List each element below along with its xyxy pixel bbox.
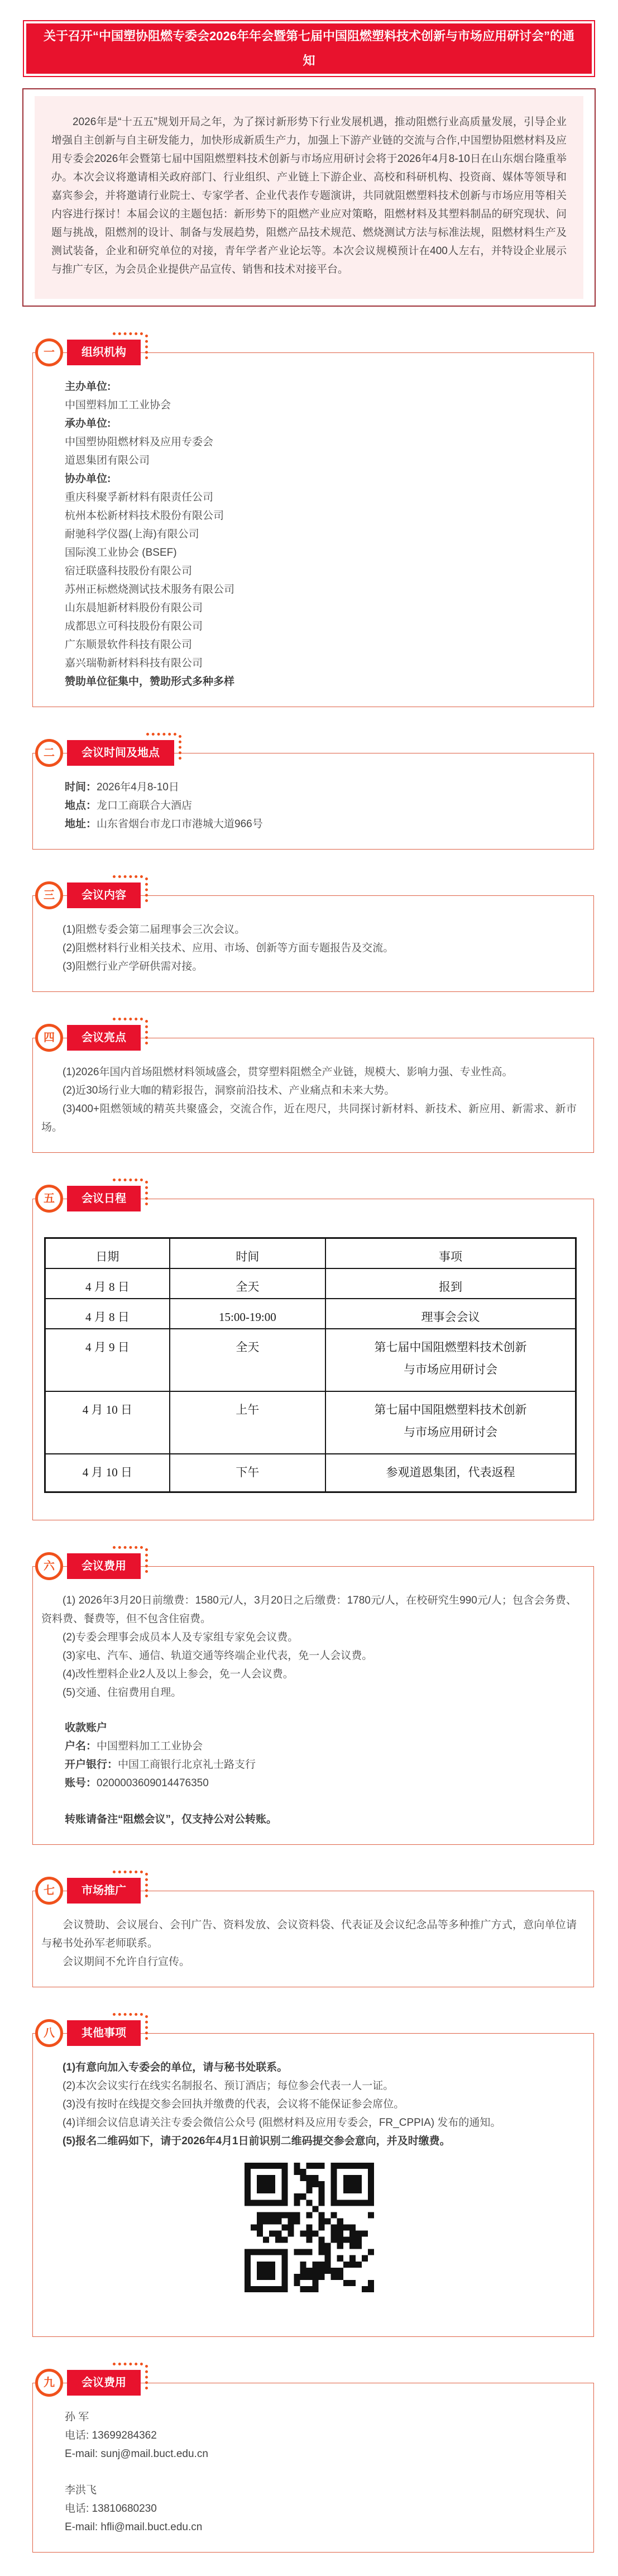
section-badge xyxy=(35,1877,141,1905)
table-row xyxy=(45,1454,576,1492)
section-time-place xyxy=(32,747,594,850)
section-number-icon: 六 xyxy=(35,1552,63,1580)
section-body xyxy=(32,895,594,992)
section-number-icon: 二 xyxy=(35,739,63,767)
section-label: 会议费用 xyxy=(67,1553,141,1579)
section-label: 其他事项 xyxy=(67,2020,141,2046)
cell-event: 理事会会议 xyxy=(325,1299,576,1329)
account-number-label: 账号： xyxy=(65,1777,97,1789)
fee-item: (2)专委会理事会成员本人及专家组专家免会议费。 xyxy=(63,1631,299,1643)
place-label: 地点： xyxy=(65,800,97,812)
notice-title-banner xyxy=(23,20,595,77)
cell-time: 下午 xyxy=(170,1454,325,1492)
fee-item: (5)交通、住宿费用自理。 xyxy=(63,1686,182,1699)
section-marketing xyxy=(32,1884,594,1987)
cell-time: 全天 xyxy=(170,1329,325,1391)
transfer-note: 转账请备注“阻燃会议”，仅支持公对公转账。 xyxy=(65,1813,277,1825)
account-bank xyxy=(41,1756,577,1774)
contact-card xyxy=(41,2408,577,2463)
section-number-icon: 七 xyxy=(35,1877,63,1905)
section-label: 市场推广 xyxy=(67,1878,141,1904)
account-name-label: 户名： xyxy=(65,1740,97,1752)
cell-event: 第七届中国阻燃塑料技术创新与市场应用研讨会 xyxy=(325,1391,576,1454)
contact-name: 孙 军 xyxy=(65,2411,89,2423)
contact-phone: 电话: 13810680230 xyxy=(65,2502,157,2515)
schedule-table xyxy=(44,1237,577,1493)
place-value: 龙口工商联合大酒店 xyxy=(97,800,193,812)
section-number-icon: 八 xyxy=(35,2019,63,2047)
meeting-time xyxy=(41,778,577,796)
address-label: 地址： xyxy=(65,818,97,830)
content-item: (2)阻燃材料行业相关技术、应用、市场、创新等方面专题报告及交流。 xyxy=(63,942,394,954)
section-badge xyxy=(35,2019,141,2047)
section-body xyxy=(32,2033,594,2337)
qr-code xyxy=(245,2163,374,2292)
section-body xyxy=(32,1891,594,1987)
cell-date: 4 月 8 日 xyxy=(45,1299,170,1329)
section-label: 会议亮点 xyxy=(67,1025,141,1051)
cell-event: 参观道恩集团，代表返程 xyxy=(325,1454,576,1492)
cohost-item: 耐驰科学仪器(上海)有限公司 xyxy=(65,528,199,540)
highlight-item: (1)2026年国内首场阻燃材料领域盛会，贯穿塑料阻燃全产业链，规模大、影响力强、专业性高。 xyxy=(63,1066,513,1078)
cell-date: 4 月 8 日 xyxy=(45,1268,170,1299)
cohost-head: 协办单位: xyxy=(65,473,111,485)
section-fees xyxy=(32,1559,594,1845)
cell-date: 4 月 9 日 xyxy=(45,1329,170,1391)
marketing-paragraph: 会议赞助、会议展台、会刊广告、资料发放、会议资料袋、代表证及会议纪念品等多种推广方式，意向单位请与秘书处孙军老师联系。 xyxy=(41,1919,577,1949)
sponsor-note: 赞助单位征集中，赞助形式多种多样 xyxy=(65,676,235,688)
other-item: (2)本次会议实行在线实名制报名、预订酒店；每位参会代表一人一证。 xyxy=(63,2079,394,2092)
account-number xyxy=(41,1774,577,1792)
account-number-value: 0200003609014476350 xyxy=(97,1777,209,1789)
other-item: (4)详细会议信息请关注专委会微信公众号 (阻燃材料及应用专委会，FR_CPPIA) 发布的通知。 xyxy=(63,2116,501,2129)
section-body xyxy=(32,1038,594,1153)
cell-time: 全天 xyxy=(170,1268,325,1299)
cohost-item: 重庆科聚孚新材料有限责任公司 xyxy=(65,492,214,503)
other-item: (5)报名二维码如下，请于2026年4月1日前识别二维码提交参会意向，并及时缴费。 xyxy=(63,2135,451,2147)
contact-name: 李洪飞 xyxy=(65,2484,97,2496)
cell-date: 4 月 10 日 xyxy=(45,1454,170,1492)
section-number-icon: 九 xyxy=(35,2369,63,2397)
cell-time: 上午 xyxy=(170,1391,325,1454)
section-badge xyxy=(35,881,141,909)
account-name-value: 中国塑料加工工业协会 xyxy=(97,1740,203,1752)
account-bank-label: 开户银行： xyxy=(65,1758,118,1771)
section-highlights xyxy=(32,1032,594,1153)
col-date: 日期 xyxy=(45,1238,170,1269)
table-row xyxy=(45,1329,576,1391)
time-value: 2026年4月8-10日 xyxy=(97,781,179,793)
other-item: (3)没有按时在线提交参会回执并缴费的代表，会议将不能保证参会席位。 xyxy=(63,2098,405,2110)
intro-paragraph: 2026年是“十五五”规划开局之年，为了探讨新形势下行业发展机遇，推动阻燃行业高质量发展，引导企业增强自主创新与自主研发能力，加快形成新质生产力，加强上下游产业链的交流与合作,中国塑协阻燃材料及应用专委会2026年会暨第七届中国阻燃塑料技术创新与市场应用研讨会将于2026年4月8-10日在山东烟台隆重举办。本次会议将邀请相关政府部门、行业组织、产业链上下游企业、高校和科研机构、投资商、媒体等领导和嘉宾参会，并将邀请行业院士、专家学者、企业代表作专题演讲，共同就阻燃塑料技术创新与市场应用等相关内容进行探讨！本届会议的主题包括：新形势下的阻燃产业应对策略，阻燃材料及其塑料制品的研究现状、问题与挑战，阻燃剂的设计、制备与发展趋势，阻燃产品技术规范、燃烧测试方法与标准法规，阻燃材料生产及测试装备，企业和研究单位的对接，青年学者产业论坛等。本次会议规模预计在400人左右，并特设企业展示与推广专区，为会员企业提供产品宣传、销售和技术对接平台。 xyxy=(51,116,567,275)
section-label: 会议时间及地点 xyxy=(67,740,174,766)
table-row xyxy=(45,1391,576,1454)
qr-code-container xyxy=(41,2163,577,2295)
contact-email: E-mail: hfli@mail.buct.edu.cn xyxy=(65,2521,203,2533)
organizer-item: 道恩集团有限公司 xyxy=(65,455,150,466)
highlight-item: (2)近30场行业大咖的精彩报告，洞察前沿技术、产业痛点和未来大势。 xyxy=(63,1085,395,1096)
highlight-item: (3)400+阻燃领域的精英共聚盛会，交流合作，近在咫尺，共同探讨新材料、新技术、新应用、新需求、新市场。 xyxy=(41,1103,577,1133)
section-contacts xyxy=(32,2376,594,2553)
intro-box xyxy=(22,88,596,307)
section-body xyxy=(32,1199,594,1520)
contact-email: E-mail: sunj@mail.buct.edu.cn xyxy=(65,2448,208,2460)
meeting-address xyxy=(41,815,577,833)
time-label: 时间： xyxy=(65,781,97,793)
section-number-icon: 四 xyxy=(35,1024,63,1052)
section-body xyxy=(32,2383,594,2553)
section-schedule xyxy=(32,1192,594,1520)
account-head: 收款账户 xyxy=(65,1721,108,1734)
section-body xyxy=(32,1566,594,1845)
content-item: (1)阻燃专委会第二届理事会三次会议。 xyxy=(63,924,246,936)
cohost-item: 国际溴工业协会 (BSEF) xyxy=(65,547,177,559)
section-body xyxy=(32,753,594,850)
meeting-place xyxy=(41,796,577,815)
section-badge xyxy=(35,739,174,767)
account-name xyxy=(41,1737,577,1756)
section-body xyxy=(32,352,594,707)
section-number-icon: 五 xyxy=(35,1185,63,1213)
section-content xyxy=(32,889,594,992)
section-badge xyxy=(35,1552,141,1580)
fee-item: (4)改性塑料企业2人及以上参会，免一人会议费。 xyxy=(63,1668,294,1680)
fee-item: (3)家电、汽车、通信、轨道交通等终端企业代表，免一人会议费。 xyxy=(63,1649,373,1662)
notice-title: 关于召开“中国塑协阻燃专委会2026年年会暨第七届中国阻燃塑料技术创新与市场应用研讨会”的通知 xyxy=(26,23,592,74)
cell-event: 报到 xyxy=(325,1268,576,1299)
section-organization xyxy=(32,346,594,707)
host-item: 中国塑料加工工业协会 xyxy=(65,399,171,411)
section-label: 组织机构 xyxy=(67,340,141,365)
other-item: (1)有意向加入专委会的单位，请与秘书处联系。 xyxy=(63,2061,288,2073)
col-event: 事项 xyxy=(325,1238,576,1269)
marketing-note: 会议期间不允许自行宣传。 xyxy=(63,1955,190,1968)
cohost-item: 成都思立可科技股份有限公司 xyxy=(65,621,203,632)
cell-time: 15:00-19:00 xyxy=(170,1299,325,1329)
cell-date: 4 月 10 日 xyxy=(45,1391,170,1454)
section-label: 会议费用 xyxy=(67,2370,141,2396)
cohost-item: 杭州本松新材料技术股份有限公司 xyxy=(65,510,224,522)
section-other xyxy=(32,2026,594,2337)
cohost-item: 苏州正标燃烧测试技术服务有限公司 xyxy=(65,584,235,595)
cohost-item: 嘉兴瑞勒新材料科技有限公司 xyxy=(65,657,203,669)
section-badge xyxy=(35,338,141,366)
intro-panel xyxy=(35,96,583,299)
account-bank-value: 中国工商银行北京礼士路支行 xyxy=(118,1758,256,1771)
section-badge xyxy=(35,1024,141,1052)
organizer-item: 中国塑协阻燃材料及应用专委会 xyxy=(65,436,214,448)
section-number-icon: 一 xyxy=(35,338,63,366)
contact-phone: 电话: 13699284362 xyxy=(65,2429,157,2441)
schedule-header-row xyxy=(45,1238,576,1269)
address-value: 山东省烟台市龙口市港城大道966号 xyxy=(97,818,263,830)
section-label: 会议内容 xyxy=(67,882,141,908)
col-time: 时间 xyxy=(170,1238,325,1269)
content-item: (3)阻燃行业产学研供需对接。 xyxy=(63,961,203,972)
cohost-item: 广东顺景软件科技有限公司 xyxy=(65,639,193,651)
section-number-icon: 三 xyxy=(35,881,63,909)
fee-item: (1) 2026年3月20日前缴费：1580元/人，3月20日之后缴费：1780元/人，在校研究生990元/人；包含会务费、资料费、餐费等，但不包含住宿费。 xyxy=(41,1594,577,1625)
host-head: 主办单位: xyxy=(65,381,111,393)
contact-card xyxy=(41,2481,577,2536)
table-row xyxy=(45,1299,576,1329)
table-row xyxy=(45,1268,576,1299)
section-badge xyxy=(35,2369,141,2397)
cohost-item: 宿迁联盛科技股份有限公司 xyxy=(65,565,193,577)
cell-event: 第七届中国阻燃塑料技术创新与市场应用研讨会 xyxy=(325,1329,576,1391)
cohost-item: 山东晨旭新材料股份有限公司 xyxy=(65,602,203,614)
section-badge xyxy=(35,1185,141,1213)
organizer-head: 承办单位: xyxy=(65,418,111,430)
section-label: 会议日程 xyxy=(67,1186,141,1211)
